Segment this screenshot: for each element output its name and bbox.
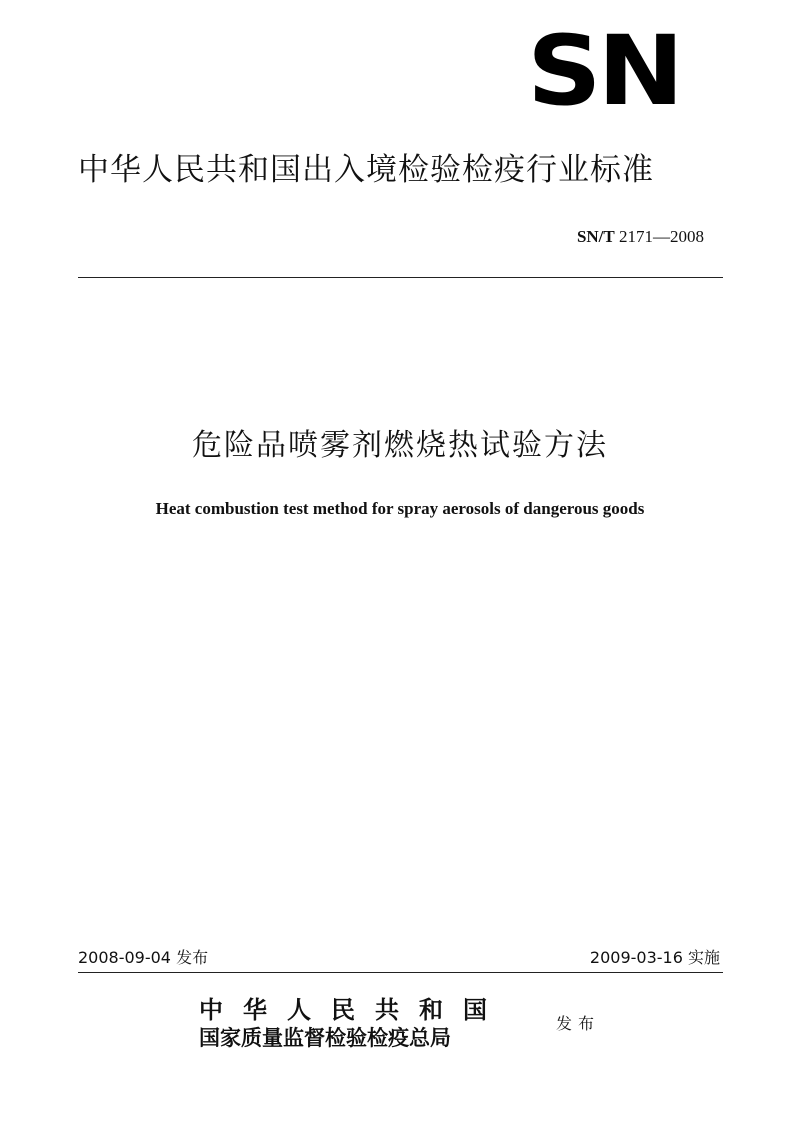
document-title-english: Heat combustion test method for spray aerosols of dangerous goods	[155, 499, 645, 518]
standard-category-title: 中华人民共和国出入境检验检疫行业标准	[78, 152, 654, 188]
top-divider	[78, 277, 723, 278]
standard-year-number: 2171—2008	[619, 227, 704, 246]
implementation-date: 2009-03-16 实施	[589, 948, 720, 967]
standard-code: SN/T	[576, 227, 615, 246]
sn-logo: SN	[527, 15, 680, 127]
publish-label: 发布	[556, 1014, 601, 1033]
issuer-country: 中华人民共和国	[199, 995, 507, 1024]
issue-date: 2008-09-04 发布	[78, 948, 209, 967]
standard-number	[577, 226, 704, 248]
bottom-divider	[78, 972, 723, 973]
document-title-chinese: 危险品喷雾剂燃烧热试验方法	[192, 428, 608, 463]
issuer-agency: 国家质量监督检验检疫总局	[199, 1025, 451, 1050]
